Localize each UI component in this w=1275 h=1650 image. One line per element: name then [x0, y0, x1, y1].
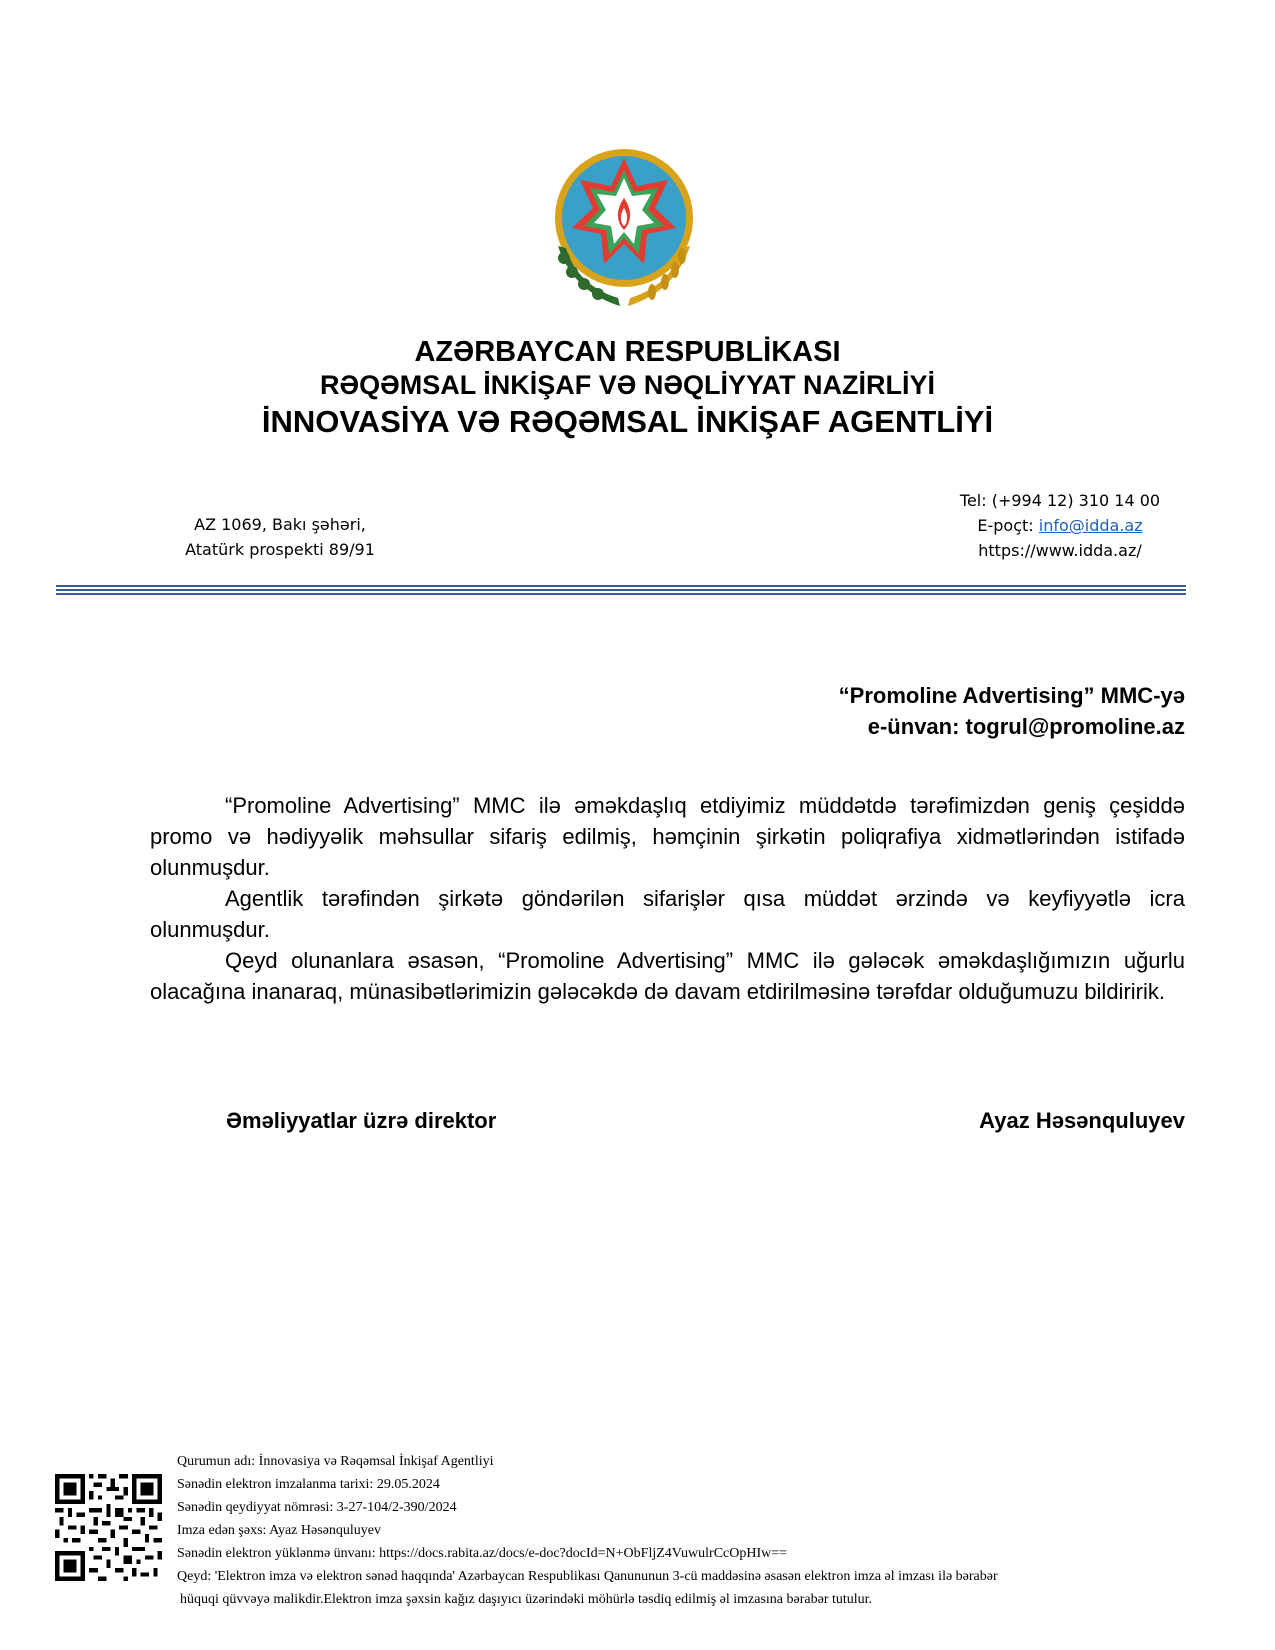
recipient-email: e-ünvan: togrul@promoline.az [867, 714, 1185, 739]
address-block [170, 512, 390, 562]
footer-signer: Imza edən şəxs: Ayaz Həsənquluyev [177, 1523, 381, 1538]
agency-name: İNNOVASİYA VƏ RƏQƏMSAL İNKİŞAF AGENTLİYİ [261, 404, 994, 439]
address-line-1: AZ 1069, Bakı şəhəri, [194, 515, 366, 534]
recipient-name: “Promoline Advertising” MMC-yə [838, 683, 1185, 708]
address-line-2: Atatürk prospekti 89/91 [185, 540, 375, 559]
ministry-name: RƏQƏMSAL İNKİŞAF VƏ NƏQLİYYAT NAZİRLİYİ [320, 370, 935, 400]
contact-tel: Tel: (+994 12) 310 14 00 [959, 491, 1161, 510]
paragraph-3: Qeyd olunanlara əsasən, “Promoline Advertising” MMC ilə gələcək əməkdaşlığımızın uğurlu olacağına inanaraq, münasibətlərimizin gələcəkdə də davam etdirilməsinə tərəfdar olduğumuzu bildiririk. [150, 948, 1185, 1004]
footer-url: Sənədin elektron yüklənmə ünvanı: https://docs.rabita.az/docs/e-doc?docId=N+ObFljZ4VuwulrCcOpHIw== [177, 1546, 788, 1561]
header-divider [56, 585, 1186, 597]
signer-title: Əməliyyatlar üzrə direktor [226, 1108, 497, 1133]
footer-sign-date: Sənədin elektron imzalanma tarixi: 29.05.2024 [177, 1477, 440, 1492]
state-emblem [548, 146, 700, 314]
footer-note-1: Qeyd: 'Elektron imza və elektron sənəd haqqında' Azərbaycan Respublikası Qanununun 3-cü maddəsinə əsasən elektron imza əl imzası ilə bərabər [177, 1569, 998, 1584]
contact-email-row [930, 513, 1190, 538]
paragraph-1: “Promoline Advertising” MMC ilə əməkdaşlıq etdiyimiz müddətdə tərəfimizdən geniş çeşiddə promo və hədiyyəlik məhsullar sifariş edilmiş, həmçinin şirkətin poliqrafiya xidmətlərindən istifadə olunmuşdur. [150, 793, 1185, 880]
email-label: E-poçt: [977, 516, 1034, 535]
signer-name: Ayaz Həsənquluyev [979, 1108, 1185, 1133]
country-name: AZƏRBAYCAN RESPUBLİKASI [414, 336, 841, 368]
qr-code [55, 1474, 162, 1581]
contact-block [930, 488, 1190, 563]
contact-website: https://www.idda.az/ [978, 541, 1142, 560]
letter-body [150, 790, 1185, 1007]
e-signature-footer [177, 1450, 1177, 1611]
email-link[interactable]: info@idda.az [1038, 516, 1143, 535]
footer-org: Qurumun adı: İnnovasiya və Rəqəmsal İnkişaf Agentliyi [177, 1454, 494, 1469]
footer-note-2: hüquqi qüvvəyə malikdir.Elektron imza şəxsin kağız daşıyıcı üzərindəki möhürlə təsdiq edilmiş əl imzasına bərabər tutulur. [180, 1592, 873, 1607]
footer-reg-no: Sənədin qeydiyyat nömrəsi: 3-27-104/2-390/2024 [177, 1500, 457, 1515]
paragraph-2: Agentlik tərəfindən şirkətə göndərilən sifarişlər qısa müddət ərzində və keyfiyyətlə icra olunmuşdur. [150, 886, 1185, 942]
